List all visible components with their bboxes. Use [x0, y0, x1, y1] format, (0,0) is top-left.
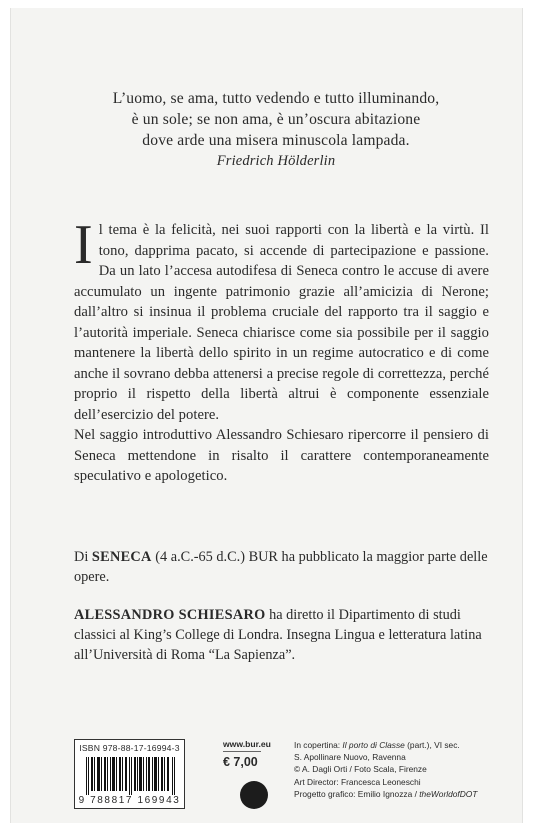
epigraph-line: L’uomo, se ama, tutto vedendo e tutto illuminando,	[112, 90, 440, 107]
credit-line: © A. Dagli Orti / Foto Scala, Firenze	[294, 764, 427, 775]
drop-cap: I	[74, 214, 93, 276]
publisher-url: www.bur.eu	[223, 739, 271, 749]
credit-line: In copertina: Il porto di Classe (part.), VI sec.	[294, 740, 460, 750]
credit-line: Art Director: Francesca Leoneschi	[294, 776, 421, 787]
epigraph-line: dove arde una misera minuscola lampada.	[142, 132, 410, 149]
barcode-bars-icon	[86, 757, 176, 795]
price-block	[223, 739, 283, 769]
epigraph-line: è un sole; se non ama, è un’oscura abitazione	[131, 111, 421, 128]
credit-line: S. Apollinare Nuovo, Ravenna	[294, 752, 406, 763]
blurb	[74, 214, 489, 487]
isbn-label: ISBN 978-88-17-16994-3	[79, 743, 180, 753]
epigraph	[71, 88, 481, 172]
divider	[223, 751, 261, 752]
editor-name: ALESSANDRO SCHIESARO	[74, 607, 266, 623]
barcode	[74, 739, 185, 809]
blurb-text: l tema è la felicità, nei suoi rapporti con la libertà e la virtù. Il tono, dapprima pacato, si accende di partecipazione e passione. Da un lato l’accesa autodifesa di Seneca contro le accuse di avere accumulato un ingente patrimonio grazie all’amicizia di Nerone; dall’altro si insinua il problema cruciale del rapporto tra il saggio e l’autorità imperiale. Seneca chiarisce come sia possibile per il saggio mantenere la libertà dello spirito in un regime autocratico e di come anche il sovrano debba attenersi a precise regole di correttezza, perché proprio il rispetto della libertà altrui è componente essenziale dell’esercizio del potere.	[74, 222, 489, 423]
bur-logo-dot-icon	[240, 781, 268, 809]
cover-credits	[294, 739, 524, 800]
epigraph-author: Friedrich Hölderlin	[216, 153, 336, 169]
price: € 7,00	[223, 755, 258, 769]
barcode-digits: 9 788817 169943	[78, 795, 181, 806]
credit-line: Progetto grafico: Emilio Ignozza / theWorldofDOT	[294, 788, 478, 799]
blurb-paragraph	[74, 214, 489, 425]
back-cover	[10, 8, 523, 823]
author-name: SENECA	[91, 549, 152, 565]
blurb-paragraph-2: Nel saggio introduttivo Alessandro Schiesaro ripercorre il pensiero di Seneca mettendone in risalto il carattere contemporaneamente speculativo e apologetico.	[74, 427, 489, 484]
author-bio: Di SENECA (4 a.C.-65 d.C.) BUR ha pubblicato la maggior parte delle opere.	[74, 549, 488, 585]
editor-bio: ALESSANDRO SCHIESARO ha diretto il Dipartimento di studi classici al King’s College di Londra. Insegna Lingua e letteratura latina all’Università di Roma “La Sapienza”.	[74, 607, 482, 663]
